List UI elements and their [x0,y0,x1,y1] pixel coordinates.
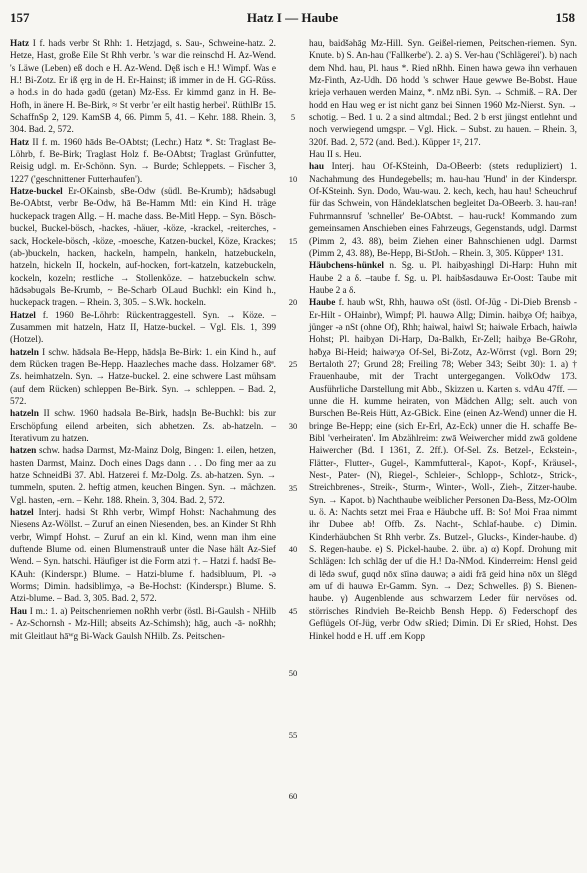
left-column [10,38,276,643]
headword: Hatz [10,137,30,148]
headword: hatzen [10,446,37,457]
page-number-left: 157 [10,10,30,25]
page-header [10,10,575,26]
line-number: 60 [288,791,298,802]
running-title: Hatz I — Haube [246,10,339,25]
entry-text: Hau II s. Heu. [309,150,362,161]
entry [309,149,577,161]
line-number: 20 [288,297,298,308]
entry [309,260,577,297]
entry-text: I schw. hādsəlа Be-Hepp, hādsļa Be-Birk: 1. ein Kind h., auf dem Rücken tragen Be-Hepp. Haazleches mache dass. Holzamer 68ª. Zs. heimhatzeln. Syn. → Hatze-buckel. 2. eine schwere Last mühsam (auf dem Rücken) schleppen Be-Birk. Syn. → schleppen. – Bad. 2, 572. [10,347,276,407]
entry [309,161,577,260]
line-number: 25 [288,359,298,370]
headword: Hatzel [10,310,36,321]
line-number: 45 [288,606,298,617]
entry-text: Er-OKainsb, sBe-Odw (südl. Be-Krumb); hādsəbugl Be-OAbtst, verbr Be-Odw, hā Be-Hamm Mtl: ein Kind H. träge huckepack tragen Allg. – H. mache dass. Be-Mitl Hepp. – Syn. Bösch-buckel, Buckel-bösch, -hackes, -häuer, -köze, -krackel, -reiterches, -sack, Hockele-bösch, -köze, -moesche, Katzen-buckel, Köze, Krackes; (ab-)buckeln, hacken, hackeln, hampeln, hankeln, hatzebuckeln, hatzeln, hickeln II, hockeln, auf-hocken, fort-katzeln, katzebuckeln, kockeln, kozeln; restliche → Stollenköze. – hatzebuckeln schw. hādsəbugəls Be-Krumb, ~ Be-Scharb OLaud Buchkl: ein Kind h., huckepack tragen. – Rhein. 3, 305. – S.Wk. hockeln. [10,187,276,309]
headword: Hatz [10,39,30,49]
page-number-right: 158 [555,10,575,25]
entry-text: I m.: 1. a) Peitschenriemen noRhh verbr (östl. Bi-Gaulsh - NHilb - Az-Schornsh - Mz-Hill; abseits Az-Schimsh); hāg, auch -ā- noRhh; mit Gleitlaut hāᵂg Bi-Wack Gaulsh NHilb. Zs. Peitschen- [10,606,276,642]
entry [10,347,276,409]
entry-text: II f. m. 1960 hādѕ Be-OAbtst; (Lechr.) Hatz *. St: Traglast Be-Löhrb, f. Be-Birk; Traglast Holz f. Be-OAbtst; Traglast Grünfutter, Reisig udgl. m. Er-Schönn. Syn. → Burde; Schleppets. – Fischer 3, 1227 ('geschnittener Futterhaufen'). [10,137,276,185]
line-number: 55 [288,729,298,740]
entry-text: schw. hadsə Darmst, Mz-Mainz Dolg, Bingen: 1. eilen, hetzen, hasten Darmst, Mainz. Doch eines Dags dann . . . Do fing mer aa zu hatze SchneidBi 37. Abl. Hatzerei f. Mz-Dolg. Zs. ab-hatzen. Syn. → tummeln, sputen. 2. heftig atmen, keuchen Bingen. Syn. → mächzen. Vgl. hasten, -ern. – Kehr. 188. Rhein. 3, 304. Bad. 2, 572. [10,446,276,506]
entry [309,297,577,643]
line-number: 50 [288,667,298,678]
line-number: 5 [290,112,296,123]
entry [10,445,276,507]
entry [10,408,276,445]
entry [10,186,276,309]
entry [10,606,276,643]
entry [10,137,276,186]
line-number: 15 [288,235,298,246]
entry-text: hau, baidšəhāg Mz-Hill. Syn. Geißel-riemen, Peitschen-riemen. Syn. Knute. b) S. An-hau ('Fallkerbe'). 2. a) S. Ver-hau ('Schlägerei'). b) nach dem Nhd. hau, Pl. haus *. Ried nRhh. Einen hawə gewə ihn verhauen Mz-Finth, Az-Udh. Dō hodd 's schwer Haue gewwe Be-Bobst. Haue kriejə verhauen werden Mainz, *. nMz nBi. Syn. → Schmiß. – RA. Der hodd en Hau weg er ist nicht ganz bei Sinnen 1960 Mz-Nierst. Syn. → schotig. – Bed. 1 u. 2 a sind altmdal.; Bed. 2 b erst jüngst entlehnt und noch verwiegend umgspr. – Vgl. Hick. – Subst. zu hauen. – Rhein. 3, 320f. Bad. 2, 572 (and. Bed.). Küpper 1², 217. [309,39,577,148]
line-number: 30 [288,420,298,431]
entry-text: f. 1960 Be-Löhrb: Rückentraggestell. Syn. → Köze. – Zusammen mit hatzeln, Hatz II, Hatze-buckel. – Vgl. Els. 1, 399 (Hotzel). [10,310,276,346]
headword: Hatze-buckel [10,187,63,198]
entry [10,310,276,347]
line-number: 10 [288,173,298,184]
headword: hau [309,162,324,173]
entry [10,507,276,606]
headword: Haube [309,298,336,309]
entry-text: n. Sg. u. Pl. haibχəshiŋgl Di-Harp: Huhn mit Haube 2 a δ. –taube f. Sg. u. Pl. haibšəsdauwə Er-Oost: Taube mit Haube 2 a δ. [309,261,577,296]
right-column [309,38,577,643]
headword: Häubchens-hünkel [309,261,384,272]
entry-text: f. haub wSt, Rhh, hauwə oSt (östl. Of-Jüg - Di-Dieb Brensb - Er-Hilt - OHainbr), Wimpf; Pl. hauwə Allg; Dimin. həibχə Of; haibχə, jünger -ə nSt (ohne Of), Rhh; haiwəl, haiwl St; haiwəle Erbach, haiwlə Hohst; Pl. haibχən Di-Harp, Da-Balkh, Er-Zell; haibχə Be-GRohr, hə̃bχə Bi-Heid; haiwəʳχə Of-Sel, Bi-Zotz, Az-Wörrst (vgl. Born 29; Bertaloth 27; Grund 28; Freiling 78; Weber 343; Seibt 30): 1. a) † Frauenhaube, mit der Tracht untergegangen. VolkOdw 173. Ausführliche Darstellung mit Abb., Skizzen u. Karten s. vdAu 47ff. — unne die H. kumme heiraten, von Mädchen Allg; selt. auch von Burschen Be-Reis Hütt, Az-GBick. Eine (einen Az-Wend) unner die H. bringe Be-Hepp; eine (sich Er-Erl, Az-Eck) unner die H. schaffe Be-Bibl 'verheiraten'. Im Abzählreim: zwā Weiwercher midd zwā goldene Haiwercher (Bd. I 1361, Z. 2ff.). Of-Sel. Zs. Betzel-, Eckstein-, Flätter-, Flutter-, Gugel-, Kammfutteral-, Kapot-, Kopf-, Kräusel-, Nest-, Pater- (N), Riegel-, Schleier-, Schlopp-, Schlotz-, Strick-, Streichbrenes-, Streik-, Sturm-, Winter-, Woll-, Zieh-, Zitzer-haube. Syn. → Kapot. b) Nachthaube weiblicher Personen Da-Bess, Mz-OOlm u. ö. A: Nachts setzt mei Fraa e Häubche uff. B: So! Moi Fraa nimmt ihr Dubee ab! Offb. Zs. Nacht-, Schlaf-haube. c) Dimin. Kinderhäubchen St Rhh verbr. Zs. Butzel-, Glucks-, Kinder-haube. d) S. Regen-haube. e) S. Pickel-haube. 2. übr. a) α) Kopf. Drohung mit Schlägen: Ich schlāg der uf die H.! Da-NMod. Kinderreim: Hensl geid di lēdə swuf, guqd nōx sīinə dauwə; ə aidi frā geid hinə nōx un šlēgd əm uf di hauwə Er-Gamm. Syn. → Dez; Schwelles. β) S. Bienen-haube. γ) Augenblende aus schwarzem Leder für nervöses od. störrisches Rindvieh Be-Reichb Bensh Hepp. δ) Federschopf des Geflügels Of-Jüg, verbr Odw sRied; Dimin. Di Er sRied, Hohst. Des Hinkel hodd e H. uff .em Kopp [309,298,577,642]
headword: hatzeln [10,409,39,420]
line-number: 40 [288,544,298,555]
entry [10,38,276,137]
entry-text: II schw. 1960 hadsəla Be-Birk, hadsļn Be-Buchkl: bis zur Erschöpfung eilend arbeiten, sich abhetzen. Zs. ab-hatzeln. – Iterativum zu hatzen. [10,409,276,444]
headword: hatzel [10,508,34,519]
entry [309,38,577,149]
line-number: 35 [288,482,298,493]
headword: Hau [10,606,28,617]
entry-text: Interj. hau Of-KSteinh, Da-OBeerb: (stets redupliziert) 1. Nachahmung des Hundegebells; m. hau-hau 'Hund' in der Kinderspr. Of-KSteinh. Syn. Dodo, Wau-wau. 2. kech, kech, hau hau! Scheuchruf für das Schwein, von Händeklatschen begleitet Da-OBeerb. 3. hau-ran! Fuhrmannsruf 'schneller' Be-OAbtst. – hau-ruck! Kommando zum gemeinsamen Anschieben eines Fahrzeugs, Gegenstands, udgl. Darmst (Pimm 2, 43. 88), beim Ziehen einer Bahnschienen udgl. Darmst (Pimm 2, 43. 88), Be-Hepp, Bi-StJoh. – Rhein. 3, 305. Küpper¹ 131. [309,162,577,259]
headword: hatzeln [10,347,39,358]
entry-text: Interj. hadsi St Rhh verbr, Wimpf Hohst: Nachahmung des Niesens Az-Wöllst. – Zuruf an einen Niesenden, bes. an Kinder St Rhh verbr, Wimpf Hohst. – Zuruf an ein kl. Kind, wenn man ihm eine duftende Blume od. einen Blumenstrauß unter die Nase hält Az-Sief Wend. – Syn. hatschi. Häufiger ist die Form atzi †. – Hatzi f. hadsī Be-KAuh: (Kinderspr.) Blume. – Hatzi-blume f. hadsibluum, Pl. -ə Worms; Dimin. hadsiblimχə, -ə Be-Hochst: (Kinderspr.) Blume. S. Atzi-blume. – Bad. 3, 305. Bad. 2, 572. [10,508,276,605]
entry-text: I f. hadѕ verbr St Rhh: 1. Hetzjagd, s. Sau-, Schweine-hatz. 2. Hetze, Hast, große Eile St Rhh verbr. 's war die reinschd H. Az-Wend. 's Läwe (Leben) eß doch e H. Az-Wend. Dęß isch e H.! Wimpf. Was e H.! Bi-Zotz. Er iß ęrg in de H. Er-Hainst; iß immer in de H. GG-Rüss. ə hod.s in do hadə gədū (getan) Mz-Ess. Er kimmd ganz in H. Be-Hofh, in änere H. Be-Birk, ≈ St verbr 'er eilt hastig herbei'. RüthlBr 15. SchaffnSp 2, 129. KamSB 4, 66. Pimm 5, 41. – Kehr. 188. Rhein. 3, 304. Bad. 2, 572. [10,39,276,136]
